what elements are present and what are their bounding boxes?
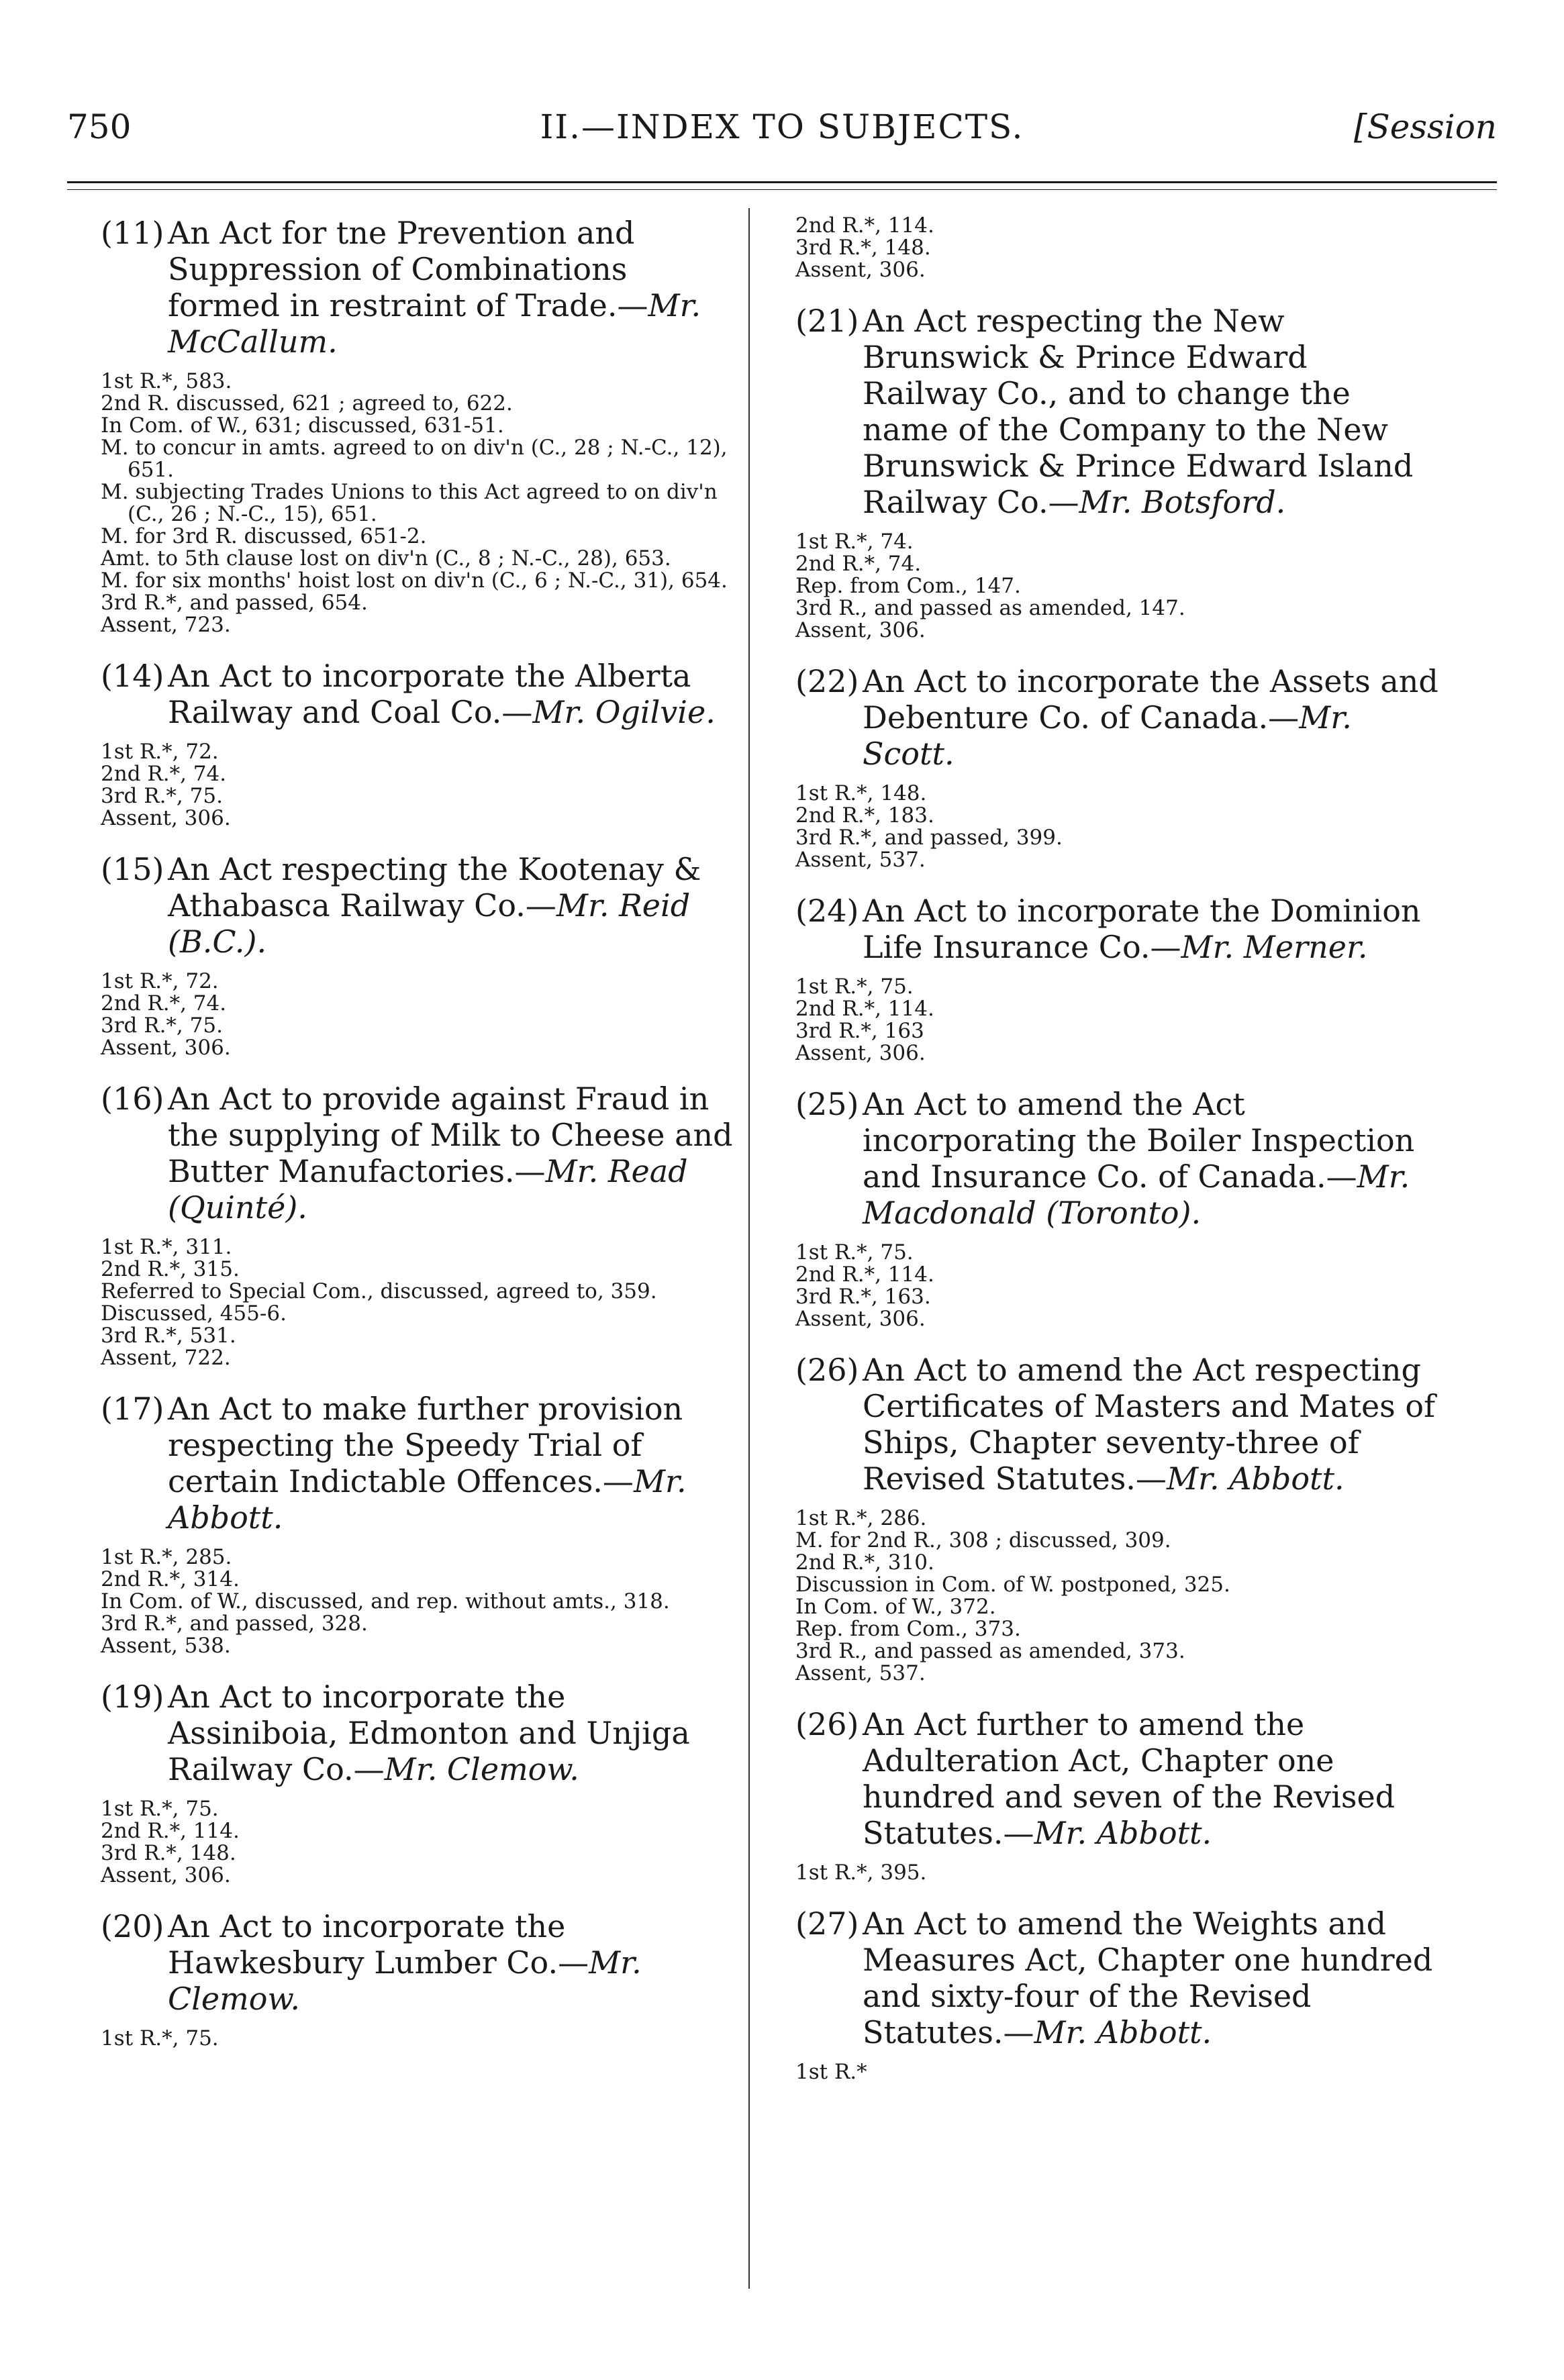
proceeding-line: 3rd R.*, 163. (795, 1285, 931, 1309)
proceeding-line: 3rd R., and passed as amended, 147. (795, 596, 1185, 620)
entry-number: (22) (795, 663, 859, 699)
proceeding-line: 3rd R.*, and passed, 654. (101, 591, 368, 615)
entry-proceedings (795, 2061, 1440, 2083)
entry-proceedings (101, 1546, 738, 1657)
proceeding-line: 2nd R.*, 114. (795, 213, 934, 238)
entry-number: (27) (795, 1905, 859, 1942)
proceeding-line: 2nd R.*, 114. (101, 1819, 240, 1843)
proceeding-line: 1st R.*, 75. (101, 1797, 219, 1821)
proceeding-line: 3rd R.*, 148. (795, 236, 931, 260)
entry-number: (24) (795, 893, 859, 929)
entry-title-text: An Act further to amend the Adulteration Act, Chapter one hundred and seven of the Revised Statutes.— (863, 1706, 1396, 1851)
entry-title-text: An Act to incorporate the Assets and Debenture Co. of Canada.— (863, 663, 1438, 736)
proceeding-line: 1st R.* (795, 2060, 867, 2084)
entry-mover: Mr. Read (Quinté). (168, 1153, 688, 1226)
proceeding-line: Assent, 306. (795, 618, 926, 642)
proceeding-line: 3rd R., and passed as amended, 373. (795, 1639, 1185, 1663)
running-title: II.—INDEX TO SUBJECTS. (540, 107, 1024, 146)
proceeding-line: 3rd R.*, 163 (795, 1019, 924, 1043)
proceeding-line: 1st R.*, 74. (795, 530, 914, 554)
proceeding-line: 2nd R.*, 114. (795, 1262, 934, 1287)
proceeding-line: Assent, 538. (101, 1634, 231, 1658)
entry-title-text: An Act respecting the Kootenay & Athabasca Railway Co.— (168, 851, 701, 924)
entry-number: (20) (101, 1908, 164, 1944)
proceeding-line: M. for 2nd R., 308 ; discussed, 309. (795, 1528, 1171, 1552)
entry-title (101, 851, 738, 960)
entry-number: (26) (795, 1352, 859, 1388)
proceeding-line: 2nd R.*, 74. (101, 762, 227, 786)
proceeding-line: 1st R.*, 72. (101, 969, 219, 993)
proceeding-line: 3rd R.*, 75. (101, 1013, 223, 1038)
entry-number: (17) (101, 1391, 164, 1427)
proceeding-line: 3rd R.*, 148. (101, 1841, 236, 1865)
entry-mover: Mr. Macdonald (Toronto). (863, 1158, 1410, 1231)
entry-number: (21) (795, 303, 859, 339)
entry-title (101, 1391, 738, 1536)
entry-title-text: An Act to incorporate the Hawkesbury Lumber Co.— (168, 1908, 589, 1981)
entry-title (795, 1905, 1440, 2050)
index-entry (101, 1391, 738, 1657)
proceeding-line: 1st R.*, 285. (101, 1545, 232, 1569)
proceeding-line: Rep. from Com., 373. (795, 1617, 1021, 1641)
entry-proceedings (101, 2028, 738, 2050)
proceeding-line: M. for six months' hoist lost on div'n (C., 6 ; N.-C., 31), 654. (101, 568, 728, 593)
entry-title (795, 1352, 1440, 1497)
entry-mover: Mr. Clemow. (168, 1944, 642, 2017)
entry-title (101, 1908, 738, 2017)
index-entry (795, 303, 1440, 642)
proceeding-line: 1st R.*, 395. (795, 1861, 927, 1885)
entry-title (795, 663, 1440, 772)
entry-proceedings (101, 741, 738, 830)
index-entry (795, 1352, 1440, 1685)
proceeding-line: 3rd R.*, and passed, 399. (795, 826, 1063, 850)
right-column (795, 215, 1440, 2105)
proceeding-line: 1st R.*, 583. (101, 369, 232, 393)
proceeding-line: Assent, 723. (101, 613, 231, 637)
proceeding-line: 2nd R.*, 74. (795, 552, 922, 576)
proceeding-line: M. subjecting Trades Unions to this Act agreed to on div'n (C., 26 ; N.-C., 15), 651. (101, 480, 718, 526)
entry-title-text: An Act respecting the New Brunswick & Prince Edward Railway Co., and to change the name of the Company to the New Brunswick & Prince Edward Island Railway Co.— (863, 303, 1414, 520)
entry-title-text: An Act to amend the Act incorporating the Boiler Inspection and Insurance Co. of Canada.— (863, 1086, 1415, 1195)
header-rule (67, 181, 1497, 183)
proceeding-line: Discussed, 455-6. (101, 1301, 287, 1326)
entry-number: (25) (795, 1086, 859, 1122)
entry-number: (26) (795, 1706, 859, 1742)
proceeding-line: 1st R.*, 72. (101, 740, 219, 764)
proceeding-line: 1st R.*, 311. (101, 1235, 232, 1259)
entry-mover: Mr. McCallum. (168, 287, 701, 360)
entry-title (101, 1679, 738, 1787)
proceeding-line: Assent, 537. (795, 848, 926, 872)
page-header (67, 107, 1497, 161)
page-number: 750 (67, 107, 132, 146)
proceeding-line: 2nd R.*, 314. (101, 1567, 240, 1591)
proceeding-line: 2nd R.*, 183. (795, 803, 934, 828)
proceeding-line: 2nd R.*, 315. (101, 1257, 240, 1281)
entry-proceedings (795, 976, 1440, 1064)
entry-title (101, 658, 738, 730)
entry-proceedings (795, 1242, 1440, 1330)
proceeding-line: 1st R.*, 75. (795, 1240, 914, 1265)
proceeding-line: 1st R.*, 75. (795, 975, 914, 999)
index-entry (795, 1706, 1440, 1884)
proceeding-line: In Com. of W., 631; discussed, 631-51. (101, 413, 504, 438)
entry-proceedings (101, 1236, 738, 1369)
entry-mover: Mr. Scott. (863, 699, 1352, 772)
entry-number: (15) (101, 851, 164, 887)
entry-mover: Mr. Reid (B.C.). (168, 887, 691, 960)
entry-mover: Mr. Ogilvie. (532, 694, 716, 730)
entry-proceedings (795, 215, 1440, 281)
entry-title (795, 1086, 1440, 1231)
entry-title (101, 215, 738, 360)
proceeding-line: Amt. to 5th clause lost on div'n (C., 8 ; N.-C., 28), 653. (101, 546, 671, 571)
proceeding-line: 1st R.*, 148. (795, 781, 927, 805)
proceeding-line: In Com. of W., discussed, and rep. without amts., 318. (101, 1589, 670, 1614)
proceeding-line: Rep. from Com., 147. (795, 574, 1021, 598)
proceeding-line: Assent, 722. (101, 1346, 231, 1370)
entry-proceedings (101, 971, 738, 1059)
proceeding-line: 2nd R.*, 114. (795, 997, 934, 1021)
entry-title (795, 893, 1440, 965)
index-entry (795, 1905, 1440, 2083)
entry-mover: Mr. Abbott. (1166, 1460, 1345, 1497)
entry-proceedings (795, 531, 1440, 642)
session-label: [Session (1354, 107, 1497, 146)
proceeding-line: 3rd R.*, 75. (101, 784, 223, 808)
proceeding-line: Discussion in Com. of W. postponed, 325. (795, 1573, 1230, 1597)
proceeding-line: 2nd R. discussed, 621 ; agreed to, 622. (101, 391, 513, 415)
entry-title (101, 1081, 738, 1226)
entry-title (795, 1706, 1440, 1851)
proceeding-line: 3rd R.*, 531. (101, 1324, 236, 1348)
entry-title-text: An Act to provide against Fraud in the supplying of Milk to Cheese and Butter Manufactories.— (168, 1081, 733, 1189)
proceeding-line: Assent, 537. (795, 1661, 926, 1685)
proceeding-line: 1st R.*, 286. (795, 1506, 927, 1530)
proceeding-line: Referred to Special Com., discussed, agreed to, 359. (101, 1279, 657, 1303)
proceeding-line: Assent, 306. (795, 258, 926, 282)
entry-mover: Mr. Clemow. (384, 1751, 579, 1787)
index-entry (795, 893, 1440, 1064)
entry-number: (14) (101, 658, 164, 694)
proceeding-line: In Com. of W., 372. (795, 1595, 996, 1619)
column-divider (748, 208, 750, 2289)
entry-proceedings (795, 1862, 1440, 1884)
entry-proceedings (795, 1507, 1440, 1685)
index-entry (795, 215, 1440, 281)
left-column (101, 215, 738, 2071)
entry-number: (19) (101, 1679, 164, 1715)
entry-title-text: An Act for tne Prevention and Suppression of Combinations formed in restraint of Trade.— (168, 215, 648, 324)
index-entry (795, 663, 1440, 871)
header-rule-thin (67, 189, 1497, 190)
entry-mover: Mr. Abbott. (1034, 2014, 1212, 2050)
entry-mover: Mr. Merner. (1181, 929, 1368, 965)
proceeding-line: Assent, 306. (795, 1307, 926, 1331)
entry-title (795, 303, 1440, 520)
entry-title-text: An Act to incorporate the Alberta Railway and Coal Co.— (168, 658, 691, 730)
index-entry (101, 851, 738, 1059)
index-entry (795, 1086, 1440, 1330)
entry-mover: Mr. Abbott. (1034, 1815, 1212, 1851)
proceeding-line: Assent, 306. (795, 1041, 926, 1065)
proceeding-line: 2nd R.*, 310. (795, 1550, 934, 1575)
entry-proceedings (101, 1798, 738, 1887)
index-entry (101, 1081, 738, 1369)
entry-proceedings (795, 783, 1440, 871)
proceeding-line: M. for 3rd R. discussed, 651-2. (101, 524, 427, 548)
proceeding-line: M. to concur in amts. agreed to on div'n (C., 28 ; N.-C., 12), 651. (101, 436, 728, 482)
proceeding-line: 2nd R.*, 74. (101, 991, 227, 1015)
proceeding-line: 3rd R.*, and passed, 328. (101, 1612, 368, 1636)
entry-title-text: An Act to amend the Act respecting Certificates of Masters and Mates of Ships, Chapter seventy-three of Revised Statutes.— (863, 1352, 1436, 1497)
entry-title-text: An Act to incorporate the Dominion Life Insurance Co.— (863, 893, 1421, 965)
proceeding-line: Assent, 306. (101, 1863, 231, 1887)
entry-title-text: An Act to make further provision respecting the Speedy Trial of certain Indictable Offences.— (168, 1391, 683, 1499)
index-entry (101, 658, 738, 830)
index-entry (101, 1679, 738, 1887)
proceeding-line: 1st R.*, 75. (101, 2026, 219, 2050)
proceeding-line: Assent, 306. (101, 1036, 231, 1060)
entry-number: (11) (101, 215, 164, 251)
entry-title-text: An Act to incorporate the Assiniboia, Edmonton and Unjiga Railway Co.— (168, 1679, 690, 1787)
entry-mover: Mr. Abbott. (168, 1463, 687, 1536)
proceeding-line: Assent, 306. (101, 806, 231, 830)
entry-title-text: An Act to amend the Weights and Measures Act, Chapter one hundred and sixty-four of the Revised Statutes.— (863, 1905, 1433, 2050)
index-entry (101, 215, 738, 636)
index-entry (101, 1908, 738, 2050)
entry-mover: Mr. Botsford. (1079, 484, 1286, 520)
entry-proceedings (101, 370, 738, 636)
entry-number: (16) (101, 1081, 164, 1117)
